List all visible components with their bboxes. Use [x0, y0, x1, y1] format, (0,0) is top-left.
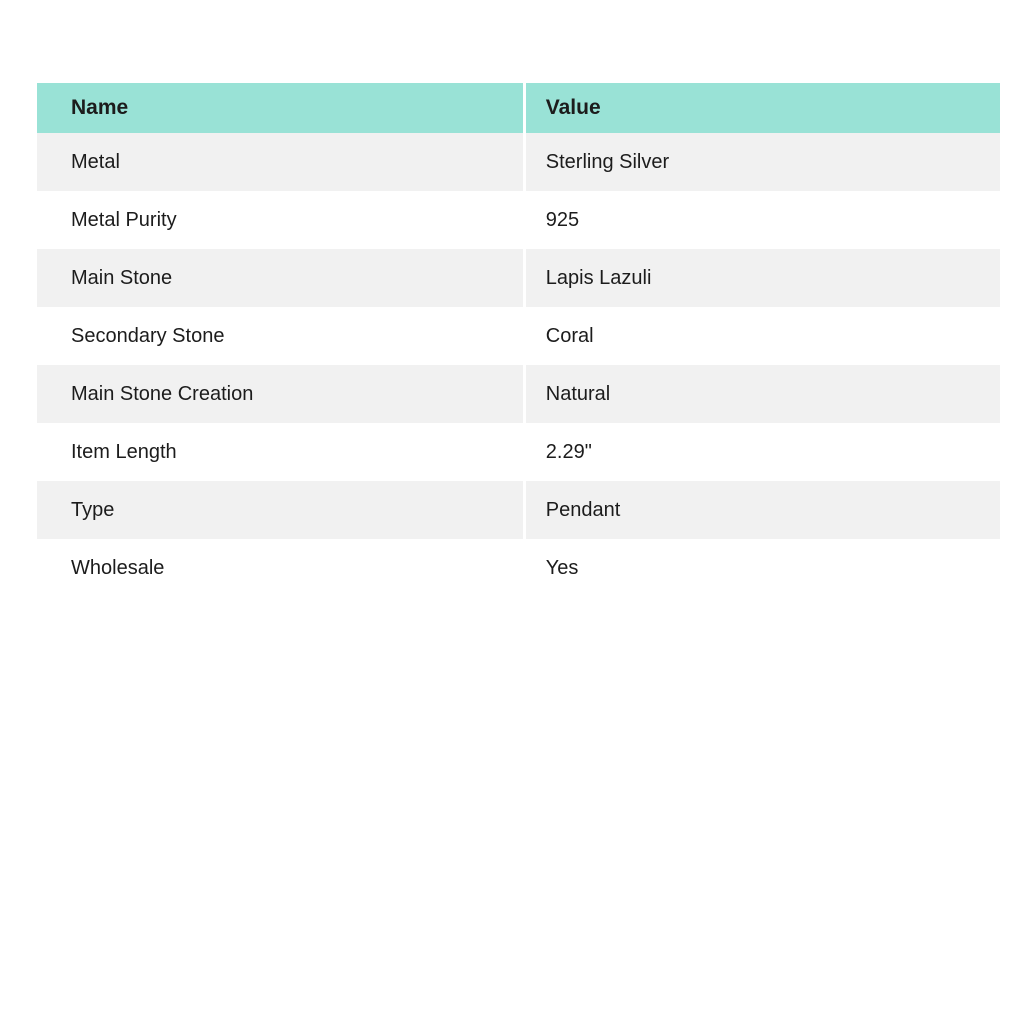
attribute-name-cell: Secondary Stone — [37, 307, 524, 365]
table-header-row — [37, 83, 1000, 133]
column-header-name: Name — [37, 83, 524, 133]
attribute-name-cell: Metal Purity — [37, 191, 524, 249]
attribute-name-cell: Main Stone — [37, 249, 524, 307]
attribute-value-cell: Yes — [545, 556, 579, 579]
table-row — [37, 191, 1000, 249]
table-row — [37, 423, 1000, 481]
attribute-value-cell: Natural — [545, 382, 611, 405]
table-body — [37, 133, 1000, 597]
product-attributes-table — [37, 83, 1000, 597]
table-row — [37, 307, 1000, 365]
attribute-name-cell: Item Length — [37, 423, 524, 481]
table-row — [37, 365, 1000, 423]
attribute-name-cell: Main Stone Creation — [37, 365, 524, 423]
table-row — [37, 481, 1000, 539]
attribute-value-cell: Coral — [545, 324, 594, 347]
table-row — [37, 133, 1000, 191]
column-header-value: Value — [524, 83, 1000, 133]
attribute-value-cell: Sterling Silver — [545, 150, 670, 173]
attribute-name-cell: Type — [37, 481, 524, 539]
attribute-value-cell: Lapis Lazuli — [545, 266, 652, 289]
table-row — [37, 249, 1000, 307]
table-row — [37, 539, 1000, 597]
attribute-value-cell: 925 — [545, 208, 580, 231]
attribute-name-cell: Metal — [37, 133, 524, 191]
attribute-name-cell: Wholesale — [37, 539, 524, 597]
attribute-value-cell: Pendant — [545, 498, 621, 521]
attributes-table — [37, 83, 1000, 597]
attribute-value-cell: 2.29" — [545, 440, 592, 463]
